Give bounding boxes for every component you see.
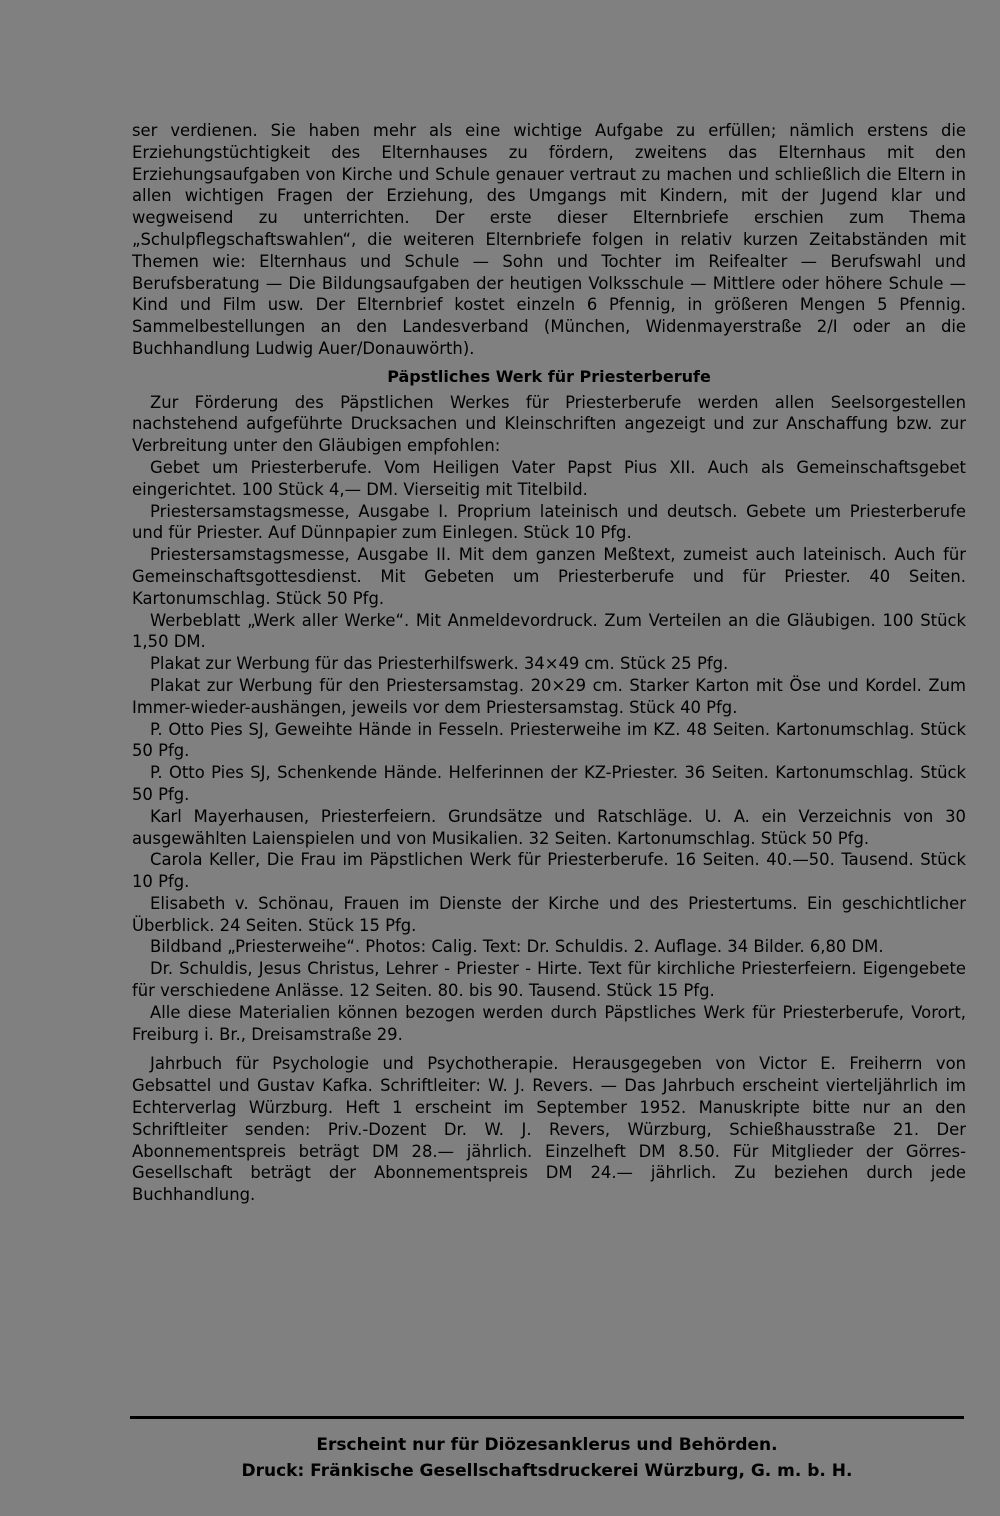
list-item: Carola Keller, Die Frau im Päpstlichen Werk für Priesterberufe. 16 Seiten. 40.—50. Tausend. Stück 10 Pfg. bbox=[132, 850, 966, 892]
footer bbox=[130, 1432, 964, 1484]
footer-rule bbox=[130, 1416, 964, 1419]
list-item: Priestersamstagsmesse, Ausgabe I. Proprium lateinisch und deutsch. Gebete um Priesterberufe und für Priester. Auf Dünnpapier zum Einlegen. Stück 10 Pfg. bbox=[132, 501, 966, 543]
section-heading: Päpstliches Werk für Priesterberufe bbox=[387, 366, 711, 386]
list-item: Gebet um Priesterberufe. Vom Heiligen Vater Papst Pius XII. Auch als Gemeinschaftsgebet eingerichtet. 100 Stück 4,— DM. Vierseitig mit Titelbild. bbox=[132, 457, 966, 499]
list-item: Werbeblatt „Werk aller Werke“. Mit Anmeldevordruck. Zum Verteilen an die Gläubigen. 100 Stück 1,50 DM. bbox=[132, 610, 966, 652]
section-lead: Zur Förderung des Päpstlichen Werkes für Priesterberufe werden allen Seelsorgestellen nachstehend aufgeführte Drucksachen und Kleinschriften angezeigt und zur Anschaffung bzw. zur Verbreitung unter den Gläubigen empfohlen: bbox=[132, 392, 966, 456]
list-item: Priestersamstagsmesse, Ausgabe II. Mit dem ganzen Meßtext, zumeist auch lateinisch. Auch für Gemeinschaftsgottesdienst. Mit Gebeten um Priesterberufe und für Priester. 40 Seiten. Kartonumschlag. Stück 50 Pfg. bbox=[132, 545, 966, 608]
list-item: Plakat zur Werbung für das Priesterhilfswerk. 34×49 cm. Stück 25 Pfg. bbox=[150, 654, 729, 674]
list-item: Karl Mayerhausen, Priesterfeiern. Grundsätze und Ratschläge. U. A. ein Verzeichnis von 30 ausgewählten Laienspielen und von Musikalien. 32 Seiten. Kartonumschlag. Stück 50 Pfg. bbox=[132, 806, 966, 848]
list-item: Plakat zur Werbung für den Priestersamstag. 20×29 cm. Starker Karton mit Öse und Kordel. Zum Immer-wieder-aushängen, jeweils vor dem Priestersamstag. Stück 40 Pfg. bbox=[132, 675, 966, 717]
footer-line-distribution: Erscheint nur für Diözesanklerus und Behörden. bbox=[316, 1435, 778, 1455]
list-item: Dr. Schuldis, Jesus Christus, Lehrer - Priester - Hirte. Text für kirchliche Priesterfeiern. Eigengebete für verschiedene Anlässe. 12 Seiten. 80. bis 90. Tausend. Stück 15 Pfg. bbox=[132, 959, 966, 1001]
intro-paragraph: ser verdienen. Sie haben mehr als eine wichtige Aufgabe zu erfüllen; nämlich erstens die Erziehungstüchtigkeit des Elternhauses zu fördern, zweitens das Elternhaus mit den Erziehungsaufgaben von Kirche und Schule genauer vertraut zu machen und schließlich die Eltern in allen wichtigen Fragen der Erziehung, des Umgangs mit Kindern, mit der Jugend klar und wegweisend zu unterrichten. Der erste dieser Elternbriefe erschien zum Thema „Schulpflegschaftswahlen“, die weiteren Elternbriefe folgen in relativ kurzen Zeitabständen mit Themen wie: Elternhaus und Schule — Sohn und Tochter im Reifealter — Berufswahl und Berufsberatung — Die Bildungsaufgaben der heutigen Volksschule — Mittlere oder höhere Schule — Kind und Film usw. Der Elternbrief kostet einzeln 6 Pfennig, in größeren Mengen 5 Pfennig. Sammelbestellungen an den Landesverband (München, Widenmayerstraße 2/I oder an die Buchhandlung Ludwig Auer/Donauwörth). bbox=[132, 121, 966, 358]
list-item: P. Otto Pies SJ, Geweihte Hände in Fesseln. Priesterweihe im KZ. 48 Seiten. Kartonumschlag. Stück 50 Pfg. bbox=[132, 719, 966, 761]
footer-line-printer: Druck: Fränkische Gesellschaftsdruckerei Würzburg, G. m. b. H. bbox=[241, 1461, 853, 1481]
page-body bbox=[132, 120, 966, 1206]
section-closing: Alle diese Materialien können bezogen werden durch Päpstliches Werk für Priesterberufe, Vorort, Freiburg i. Br., Dreisamstraße 29. bbox=[132, 1002, 966, 1044]
jahrbuch-paragraph: Jahrbuch für Psychologie und Psychotherapie. Herausgegeben von Victor E. Freiherrn von Gebsattel und Gustav Kafka. Schriftleiter: W. J. Revers. — Das Jahrbuch erscheint vierteljährlich im Echterverlag Würzburg. Heft 1 erscheint im September 1952. Manuskripte bitte nur an den Schriftleiter senden: Priv.-Dozent Dr. W. J. Revers, Würzburg, Schießhausstraße 21. Der Abonnementspreis beträgt DM 28.— jährlich. Einzelheft DM 8.50. Für Mitglieder der Görres-Gesellschaft beträgt der Abonnementspreis DM 24.— jährlich. Zu beziehen durch jede Buchhandlung. bbox=[132, 1054, 966, 1205]
list-item: P. Otto Pies SJ, Schenkende Hände. Helferinnen der KZ-Priester. 36 Seiten. Kartonumschlag. Stück 50 Pfg. bbox=[132, 763, 966, 804]
list-item: Elisabeth v. Schönau, Frauen im Dienste der Kirche und des Priestertums. Ein geschichtlicher Überblick. 24 Seiten. Stück 15 Pfg. bbox=[132, 893, 966, 935]
list-item: Bildband „Priesterweihe“. Photos: Calig. Text: Dr. Schuldis. 2. Auflage. 34 Bilder. 6,80 DM. bbox=[150, 937, 884, 957]
